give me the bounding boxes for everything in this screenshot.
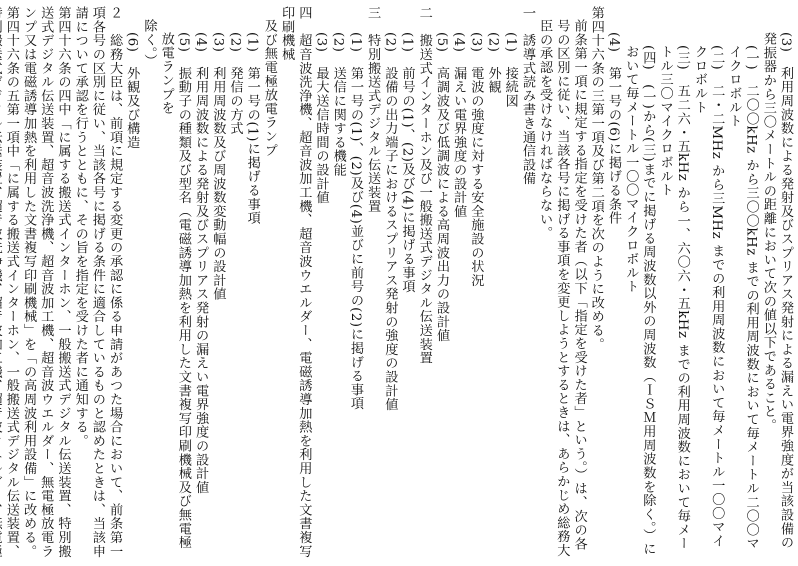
vertical-text-block	[3, 6, 794, 560]
paragraph: 第四十六条の四中「に属する搬送式インターホン、一般搬送式デジタル伝送装置、特別搬送式デジタル伝送装置、超音波洗浄機、超音波加工機、超音波ウエルダー、無電極放電ランプ又は電磁誘導加熱を利用した文書複写印刷機械」を「の高周波利用設備」に改める。	[21, 6, 71, 558]
text-line: (4) 利用周波数による発射及びスプリアス発射の漏えい電界強度の設計値	[193, 32, 209, 495]
text-line: 第四十六条の三第一項及び第二項を次のように改める。	[588, 6, 604, 351]
text-line: (3) 利用周波数による発射及びスプリアス発射による漏えい電界強度が当該設備の発振器から三〇メートルの距離において次の値以下であること。	[760, 32, 793, 550]
text-line: (2) 外観	[485, 32, 501, 94]
text-line: (1) 前号の(1)、(2)及び(4)に掲げる事項	[399, 32, 415, 294]
text-line: (一) 二〇〇kHz から三〇〇kHz までの利用周波数において毎メートル二〇〇マイクロボルト	[726, 45, 759, 551]
item-heading: 一 誘導式読み書き通信設備	[519, 6, 535, 186]
text-line: (2) 送信に関する機能	[330, 32, 346, 177]
text-line: (1) 第一号の(1)に掲げる事項	[244, 32, 260, 225]
text-line: (2) 設備の出力端子におけるスプリアス発射の強度の設計値	[382, 32, 398, 412]
text-line: (1) 第一号の(1)、(2)及び(4)並びに前号の(2)に掲げる事項	[347, 32, 363, 411]
text-line: (二) 二・二MHz から三MHz までの利用周波数において毎メートル一〇〇マイクロボルト	[691, 45, 725, 548]
item-heading: 三 特別搬送式デジタル伝送装置	[365, 6, 381, 213]
text-line: (4) 第一号の(6)に掲げる条件	[605, 32, 621, 225]
text-line: (2) 発信の方式	[227, 32, 243, 136]
text-line: (3) 利用周波数及び周波数変動幅の設計値	[210, 32, 226, 301]
text-line: (4) 漏えい電界強度の設計値	[451, 32, 467, 219]
text-line: (四) (一)から(三)までに掲げる周波数以外の周波数（ＩＳＭ用周波数を除く。）において毎メートル一〇〇マイクロボルト	[623, 45, 656, 556]
text-line: (1) 接続図	[502, 32, 518, 108]
text-line: 及び無電極放電ランプ	[261, 19, 277, 157]
item-heading: 二 搬送式インターホン及び一般搬送式デジタル伝送装置	[416, 6, 432, 365]
text-line: 除く。）	[141, 19, 157, 68]
paragraph: 第四十六条の五第一項中「に属する搬送式インターホン、一般搬送式デジタル伝送装置、	[3, 6, 19, 558]
text-line: (3) 電波の強度に対する安全施設の状況	[468, 32, 484, 288]
text-line: 前条第一項に規定する指定を受けた者（以下「指定を受けた者」という。）は、次の各号の区別に従い、当該各号に掲げる事項を変更しようとするときは、あらかじめ総務大臣の承認を受けなければならない。	[537, 19, 587, 558]
text-line: (3) 最大送信時間の設計値	[313, 32, 329, 205]
text-line: (6) 外観及び構造	[124, 32, 140, 150]
paragraph: ２ 総務大臣は、前項に規定する変更の承認に係る申請があつた場合において、前条第一項各号の区別に従い、当該各号に掲げる条件に適合しているものと認めたときは、当該申請について承認を行うとともに、その旨を指定を受けた者に通知する。	[72, 6, 123, 558]
item-heading: 四 超音波洗浄機、超音波加工機、超音波ウエルダー、電磁誘導加熱を利用した文書複写印刷機械	[279, 6, 312, 558]
text-line: (三) 五二六・五kHz から一、六〇六・五kHz までの利用周波数において毎メートル三〇マイクロボルト	[657, 45, 690, 551]
text-line: (5) 高調波及び低調波による高周波出力の設計値	[433, 32, 449, 343]
text-line: (5) 振動子の種類及び型名（電磁誘導加熱を利用した文書複写印刷機械及び無電極放電ランプを	[158, 32, 191, 550]
